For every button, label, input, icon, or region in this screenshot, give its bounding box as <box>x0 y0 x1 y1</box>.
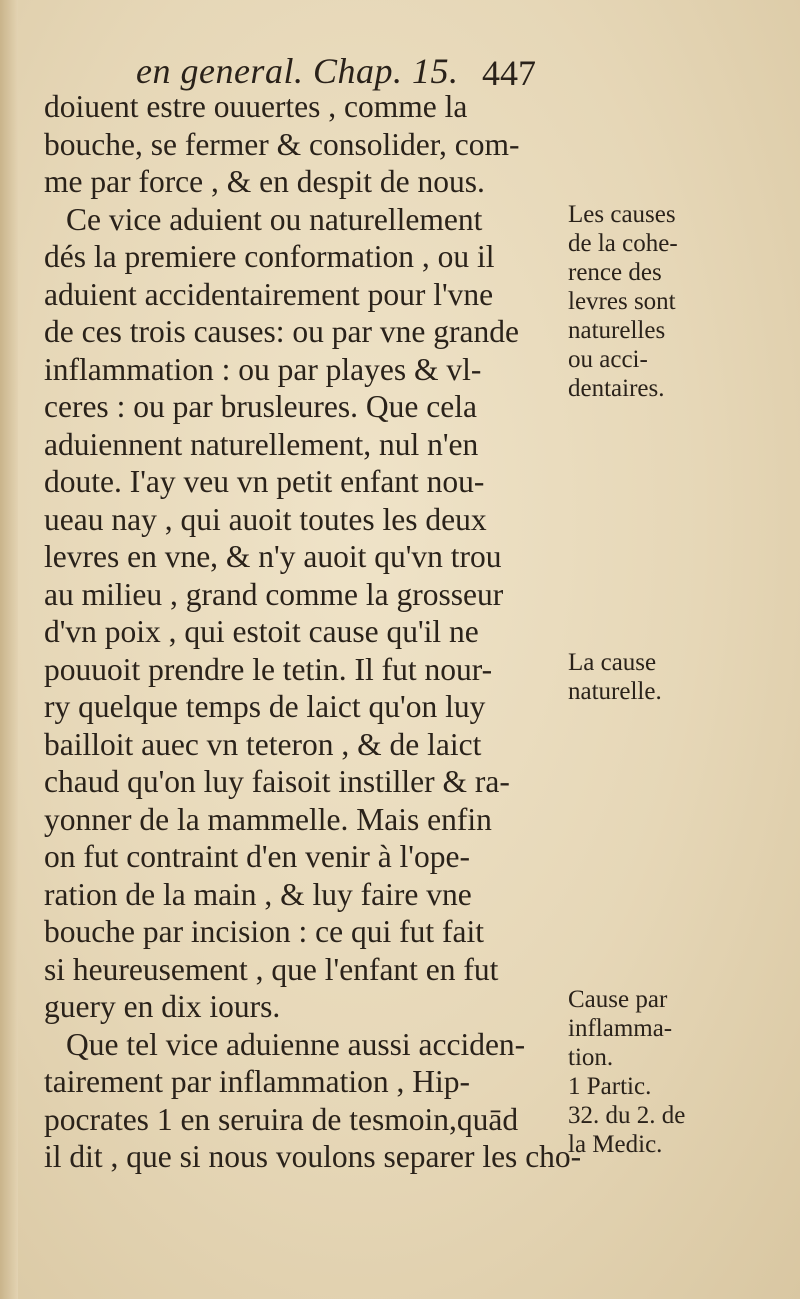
margin-note-line: dentaires. <box>568 375 665 402</box>
text-line: d'vn poix , qui estoit cause qu'il ne <box>44 614 479 649</box>
text-line: inflammation : ou par playes & vl- <box>44 351 482 387</box>
text-line: ry quelque temps de laict qu'on luy <box>44 689 486 724</box>
text-line: pouuoit prendre le tetin. Il fut nour- <box>44 651 493 687</box>
margin-note-line: inflamma- <box>568 1015 673 1042</box>
running-title: en general. Chap. 15. <box>136 51 459 91</box>
text-line: Ce vice aduient ou naturellement <box>66 201 483 237</box>
text-line: il dit , que si nous voulons separer les cho- <box>44 1139 582 1174</box>
text-line: Que tel vice aduienne aussi acciden- <box>66 1026 526 1062</box>
binding-gutter <box>0 0 18 1299</box>
text-line: levres en vne, & n'y auoit qu'vn trou <box>44 539 502 574</box>
text-line: ceres : ou par brusleures. Que cela <box>44 389 477 424</box>
margin-note-line: naturelle. <box>568 678 662 705</box>
text-line: yonner de la mammelle. Mais enfin <box>44 801 492 837</box>
page-number: 447 <box>482 53 536 93</box>
margin-note-line: 32. du 2. de <box>568 1102 686 1129</box>
text-line: chaud qu'on luy faisoit instiller & ra- <box>44 764 510 799</box>
text-line: aduient accidentairement pour l'vne <box>44 276 494 312</box>
margin-note-line: La cause <box>568 649 657 676</box>
margin-note-line: ou acci- <box>568 346 648 373</box>
margin-note-line: la Medic. <box>568 1131 663 1158</box>
text-line: ueau nay , qui auoit toutes les deux <box>44 501 487 537</box>
margin-note-inflammation <box>568 985 728 1159</box>
margin-note-natural-cause <box>568 648 728 706</box>
margin-note-line: rence des <box>568 259 662 286</box>
text-line: tairement par inflammation , Hip- <box>44 1064 470 1099</box>
text-line: on fut contraint d'en venir à l'ope- <box>44 839 470 874</box>
text-line: doiuent estre ouuertes , comme la <box>44 89 468 124</box>
text-line: doute. I'ay veu vn petit enfant nou- <box>44 464 485 499</box>
margin-note-line: Cause par <box>568 986 668 1013</box>
margin-note-causes <box>568 200 728 403</box>
text-line: guery en dix iours. <box>44 989 281 1024</box>
text-line: bouche par incision : ce qui fut fait <box>44 914 484 949</box>
margin-note-line: levres sont <box>568 288 676 315</box>
text-line: pocrates 1 en seruira de tesmoin,quād <box>44 1101 519 1137</box>
text-line: me par force , & en despit de nous. <box>44 164 485 199</box>
margin-note-line: de la cohe- <box>568 230 678 257</box>
main-text-block <box>44 88 582 1176</box>
text-line: ration de la main , & luy faire vne <box>44 876 472 912</box>
text-line: bailloit auec vn teteron , & de laict <box>44 726 482 762</box>
text-line: aduiennent naturellement, nul n'en <box>44 426 479 462</box>
margin-note-line: Les causes <box>568 201 676 228</box>
text-line: dés la premiere conformation , ou il <box>44 239 495 274</box>
text-line: au milieu , grand comme la grosseur <box>44 576 504 612</box>
margin-note-line: tion. <box>568 1044 614 1071</box>
margin-note-line: 1 Partic. <box>568 1073 652 1100</box>
margin-note-line: naturelles <box>568 317 666 344</box>
text-line: bouche, se fermer & consolider, com- <box>44 126 520 162</box>
text-line: de ces trois causes: ou par vne grande <box>44 314 519 349</box>
text-line: si heureusement , que l'enfant en fut <box>44 951 499 987</box>
